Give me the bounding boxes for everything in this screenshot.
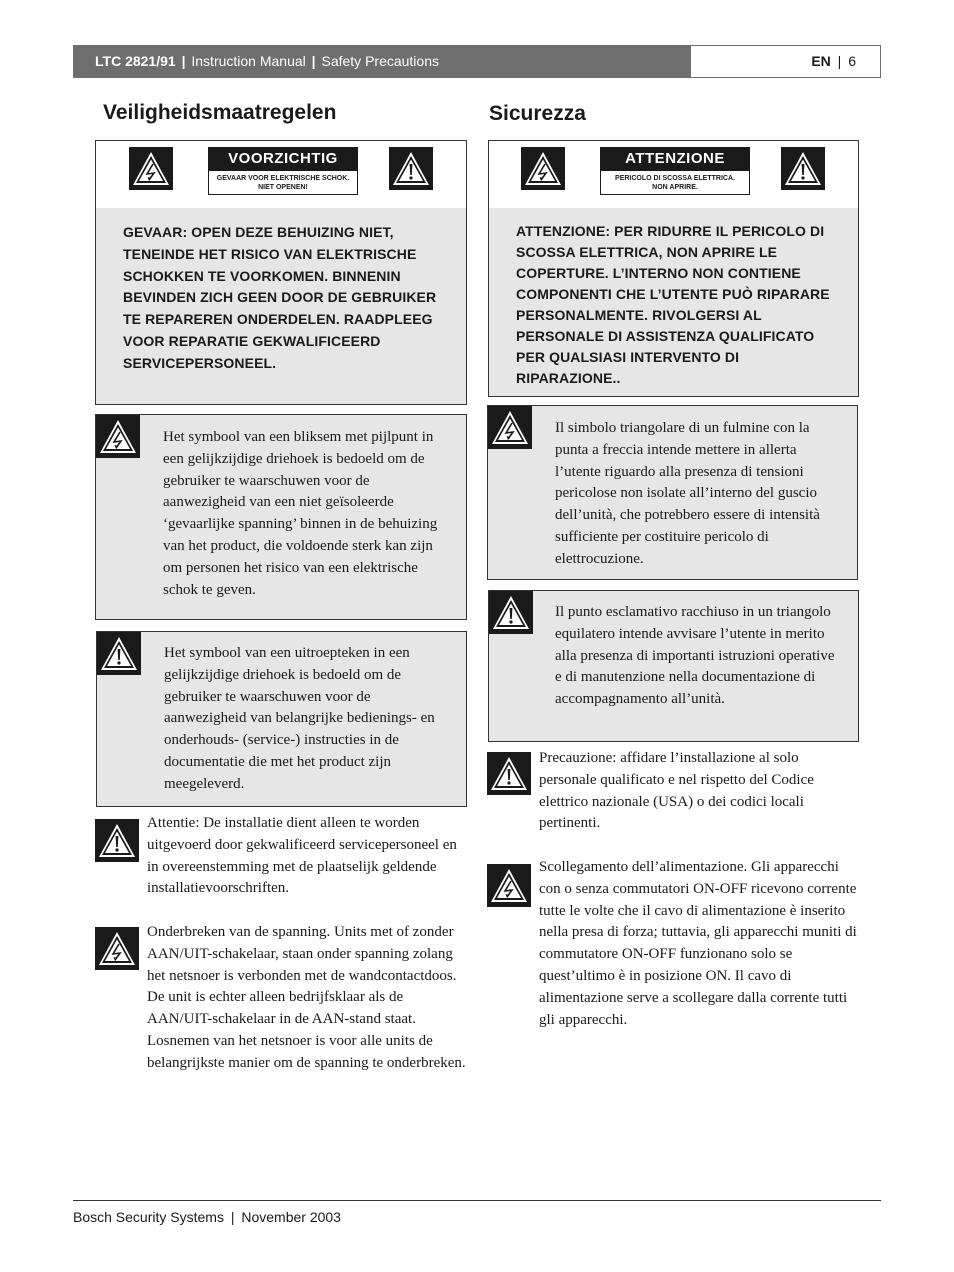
header-separator: |	[837, 53, 842, 69]
nl-caution-sign	[208, 147, 358, 197]
it-sign-title: ATTENZIONE	[600, 147, 750, 171]
it-lightning-info-box	[487, 405, 858, 580]
lightning-icon	[487, 864, 531, 907]
section-title: Safety Precautions	[321, 53, 439, 69]
it-warning-text: ATTENZIONE: PER RIDURRE IL PERICOLO DI SCOSSA ELETTRICA, NON APRIRE LE COPERTURE. L’INTERNO NON CONTIENE COMPONENTI CHE L’UTENTE PUÒ RIPARARE PERSONALMENTE. RIVOLGERSI AL PERSONALE DI ASSISTENZA QUALIFICATO PER QUALSIASI INTERVENTO DI RIPARAZIONE..	[516, 223, 830, 386]
nl-warning-box	[95, 140, 467, 405]
exclamation-icon	[95, 819, 139, 862]
nl-exclamation-text: Het symbool van een uitroepteken in een gelijkzijdige driehoek is bedoeld om de gebruiker te waarschuwen voor de aanwezigheid van belangrijke bedienings- en onderhouds- (service-) instructies in de documentatie die met het product zijn meegeleverd.	[164, 645, 435, 792]
lightning-icon	[521, 147, 565, 190]
company-name: Bosch Security Systems	[73, 1209, 224, 1225]
nl-sign-title: VOORZICHTIG	[208, 147, 358, 171]
it-sign-line1: PERICOLO DI SCOSSA ELETTRICA.	[615, 175, 735, 182]
nl-title: Veiligheidsmaatregelen	[103, 101, 337, 124]
nl-warning-body	[96, 208, 466, 404]
model-number: LTC 2821/91	[95, 53, 176, 69]
header-separator: |	[181, 53, 186, 69]
it-warning-body	[489, 208, 858, 396]
header-separator: |	[311, 53, 316, 69]
nl-lightning-text: Het symbool van een bliksem met pijlpunt in een gelijkzijdige driehoek is bedoeld om de gebruiker te waarschuwen voor de aanwezigheid van een niet geïsoleerde ‘gevaarlijke spanning’ binnen in de behuizing van het product, die voldoende sterk kan zijn om personen het risico van een elektrische schok te geven.	[163, 429, 438, 598]
page-header	[73, 45, 881, 78]
it-sign-subtitle	[600, 171, 750, 195]
lightning-icon	[129, 147, 173, 190]
it-attention-text: Precauzione: affidare l’installazione al solo personale qualificato e nel rispetto del Codice elettrico nazionale (USA) o dei codici locali pertinenti.	[539, 750, 814, 832]
nl-warning-header	[96, 141, 466, 209]
nl-warning-text: GEVAAR: OPEN DEZE BEHUIZING NIET, TENEINDE HET RISICO VAN ELEKTRISCHE SCHOKKEN TE VOORKOMEN. BINNENIN BEVINDEN ZICH GEEN DOOR DE GEBRUIKER TE REPAREREN ONDERDELEN. RAADPLEEG VOOR REPARATIE GEKWALIFICEERD SERVICEPERSONEEL.	[123, 224, 437, 371]
lightning-icon	[95, 927, 139, 970]
page-footer	[73, 1209, 341, 1225]
nl-sign-line1: GEVAAR VOOR ELEKTRISCHE SCHOK.	[216, 175, 350, 182]
it-warning-header	[489, 141, 858, 209]
lightning-icon	[96, 415, 140, 458]
publication-date: November 2003	[241, 1209, 341, 1225]
exclamation-icon	[489, 591, 533, 634]
nl-attention-text: Attentie: De installatie dient alleen te worden uitgevoerd door gekwalificeerd servicepersoneel en in overeenstemming met de plaatselijk geldende installatievoorschriften.	[147, 815, 457, 897]
exclamation-icon	[487, 752, 531, 795]
footer-separator: |	[230, 1209, 235, 1225]
nl-lightning-info-box	[95, 414, 467, 620]
it-warning-box	[488, 140, 859, 397]
footer-rule	[73, 1200, 881, 1201]
it-exclamation-info-box	[488, 590, 859, 742]
it-title: Sicurezza	[489, 102, 586, 125]
language-code: EN	[811, 53, 831, 69]
nl-sign-subtitle	[208, 171, 358, 195]
exclamation-icon	[781, 147, 825, 190]
lightning-icon	[488, 406, 532, 449]
it-lightning-text: Il simbolo triangolare di un fulmine con la punta a freccia intende mettere in allerta l’utente riguardo alla presenza di tensioni pericolose non isolate all’interno del guscio dell’unità, che potrebbero essere di intensità sufficiente per costituire pericolo di elettrocuzione.	[555, 420, 820, 567]
header-bar	[73, 45, 690, 78]
nl-sign-line2: NIET OPENEN!	[258, 184, 308, 191]
nl-power-text: Onderbreken van de spanning. Units met of zonder AAN/UIT-schakelaar, staan onder spanning zolang het netsnoer is verbonden met de wandcontactdoos. De unit is echter alleen bedrijfsklaar als de AAN/UIT-schakelaar in de AAN-stand staat. Losnemen van het netsnoer is voor alle units de belangrijkste manier om de spanning te onderbreken.	[147, 924, 466, 1071]
page-indicator	[690, 45, 881, 78]
manual-title: Instruction Manual	[191, 53, 306, 69]
it-exclamation-text: Il punto esclamativo racchiuso in un triangolo equilatero intende avvisare l’utente in merito alla presenza di importanti istruzioni operative e di manutenzione nella documentazione di accompagnamento all’unità.	[555, 604, 835, 708]
nl-exclamation-info-box	[96, 631, 467, 807]
exclamation-icon	[97, 632, 141, 675]
exclamation-icon	[389, 147, 433, 190]
page-number: 6	[848, 53, 856, 69]
it-sign-line2: NON APRIRE.	[652, 184, 698, 191]
it-caution-sign	[600, 147, 750, 197]
it-power-text: Scollegamento dell’alimentazione. Gli apparecchi con o senza commutatori ON-OFF ricevono corrente tutte le volte che il cavo di alimentazione è inserito nella presa di forza; tuttavia, gli apparecchi muniti di commutatore ON-OFF funzionano solo se quest’ultimo è in posizione ON. Il cavo di alimentazione serve a scollegare dalla corrente tutti gli apparecchi.	[539, 859, 857, 1028]
